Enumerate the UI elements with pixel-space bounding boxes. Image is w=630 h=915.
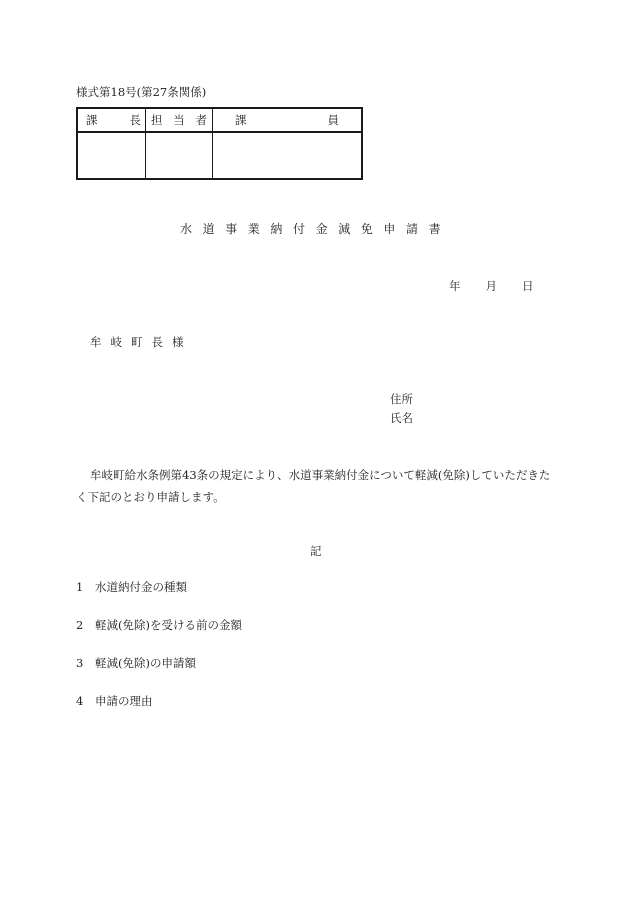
stamp-cell-person-in-charge[interactable] xyxy=(146,133,213,178)
date-month-label: 月 xyxy=(485,279,497,293)
stamp-cell-section-staff[interactable] xyxy=(213,133,361,178)
header-section-staff: 課 員 xyxy=(213,109,361,133)
addressee: 牟岐町長様 xyxy=(90,335,193,349)
name-label: 氏名 xyxy=(390,411,413,425)
list-item: 3 軽減(免除)の申請額 xyxy=(76,656,196,670)
address-label: 住所 xyxy=(390,392,413,406)
form-number: 様式第18号(第27条関係) xyxy=(76,85,207,99)
date-day-label: 日 xyxy=(522,279,534,293)
list-item: 1 水道納付金の種類 xyxy=(76,580,187,594)
stamp-cell-section-chief[interactable] xyxy=(78,133,146,178)
list-item: 2 軽減(免除)を受ける前の金額 xyxy=(76,618,242,632)
header-section-chief: 課 長 xyxy=(78,109,146,133)
approval-stamp-table xyxy=(76,107,363,180)
ki-heading: 記 xyxy=(310,544,322,558)
document-title: 水道事業納付金減免申請書 xyxy=(180,222,452,236)
list-item: 4 申請の理由 xyxy=(76,694,153,708)
date-year-label: 年 xyxy=(449,279,461,293)
date-line xyxy=(449,278,534,294)
header-person-in-charge: 担 当 者 xyxy=(146,109,213,133)
body-paragraph: 牟岐町給水条例第43条の規定により、水道事業納付金について軽減(免除)していただきたく下記のとおり申請します。 xyxy=(76,468,551,504)
